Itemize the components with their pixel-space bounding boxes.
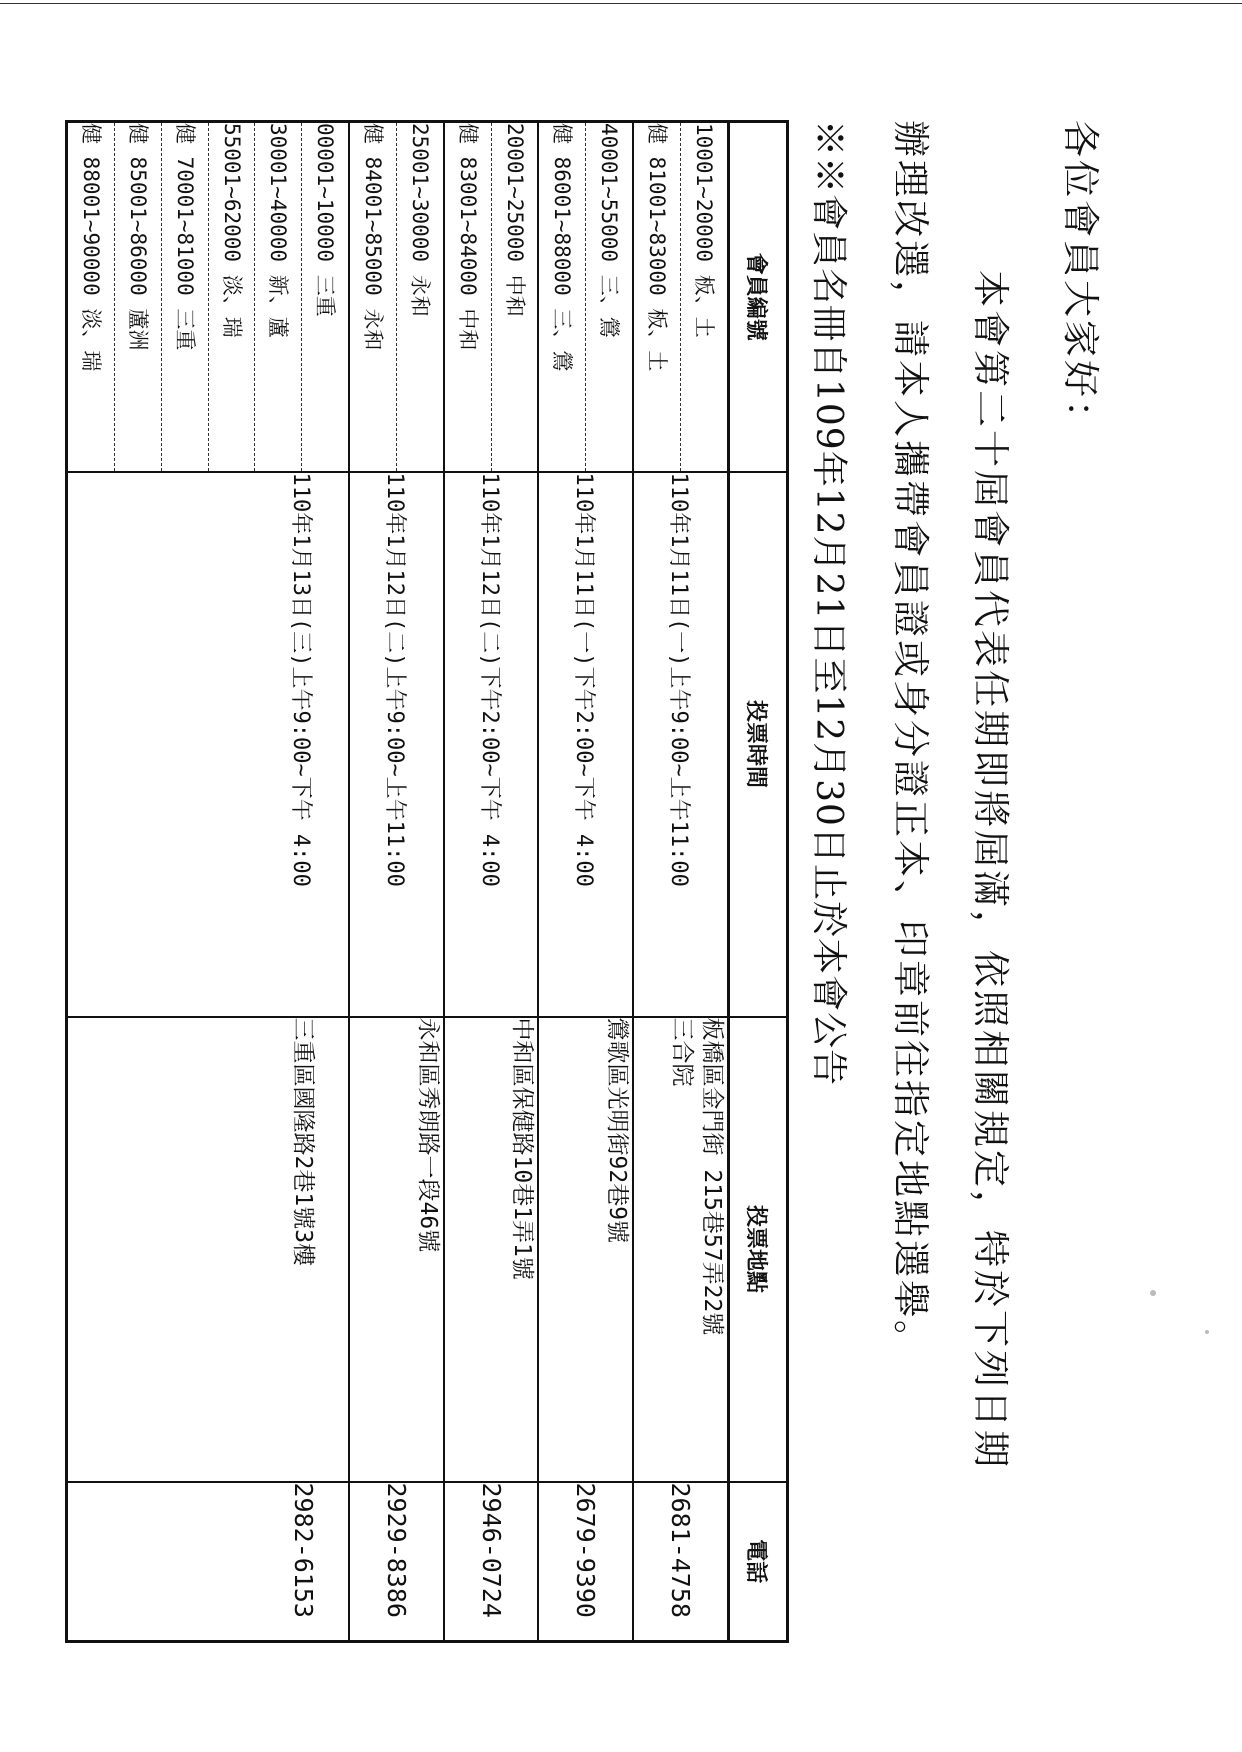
member-range: 25001~30000 永和 [396,122,443,472]
table-row [302,122,349,1642]
table-header-row [729,122,788,1642]
member-range: 健 88001~90000 淡、瑞 [67,122,115,472]
place-line-2: 三合院 [669,1017,695,1087]
member-range: 00001~10000 三重 [302,122,349,472]
vote-time: 110年1月11日(一)下午2:00~下午 4:00 [538,472,633,1017]
vote-time: 110年1月12日(二)上午9:00~上午11:00 [349,472,444,1017]
notice-heading [789,110,1119,1610]
member-range: 健 83001~84000 中和 [444,122,491,472]
paragraph-line-1: 本會第二十屆會員代表任期即將屆滿，依照相關規定，特於下列日期 [969,270,1012,1470]
member-range: 40001~55000 三、鶯 [586,122,633,472]
phone-number: 2982-6153 [67,1482,350,1642]
header-phone: 電話 [729,1482,788,1642]
table-row [681,122,729,1642]
header-time: 投票時間 [729,472,788,1017]
greeting: 各位會員大家好： [1059,120,1102,440]
member-range: 健 81001~83000 板、土 [633,122,680,472]
place-line-1: 中和區保健路10巷1弄1號 [509,1017,536,1280]
member-range: 健 86001~88000 三、鶯 [538,122,585,472]
place-line-1: 鶯歌區光明街92巷9號 [604,1017,631,1244]
roster-note: ※※會員名冊自109年12月21日至12月30日止於本會公告 [808,120,849,1086]
scan-speck [1150,1290,1156,1296]
place-line-1: 三重區國隆路2巷1號3樓 [290,1017,317,1267]
table-row [396,122,443,1642]
place-line-1: 永和區秀朗路一段46號 [414,1017,441,1253]
table-row [491,122,538,1642]
voting-schedule-table [65,120,789,1643]
scan-speck [1205,1330,1209,1334]
vote-place [67,1017,350,1482]
member-range: 30001~40000 新、蘆 [255,122,302,472]
phone-number: 2946-0724 [444,1482,539,1642]
phone-number: 2929-8386 [349,1482,444,1642]
paragraph-line-2: 辦理改選，請本人攜帶會員證或身分證正本、印章前往指定地點選舉。 [889,120,932,1360]
vote-place [444,1017,539,1482]
vote-time: 110年1月13日(三)上午9:00~下午 4:00 [67,472,350,1017]
rotated-document [59,110,1119,1710]
place-line-1: 板橋區金門街 215巷57弄22號 [699,1017,725,1336]
top-border-line [0,3,1242,4]
header-member-no: 會員編號 [729,122,788,472]
vote-place [349,1017,444,1482]
vote-place [633,1017,728,1482]
table-row [586,122,633,1642]
member-range: 20001~25000 中和 [491,122,538,472]
member-range: 健 70001~81000 三重 [161,122,208,472]
member-range: 10001~20000 板、土 [681,122,729,472]
phone-number: 2681-4758 [633,1482,728,1642]
member-range: 健 85001~86000 蘆洲 [115,122,162,472]
phone-number: 2679-9390 [538,1482,633,1642]
header-place: 投票地點 [729,1017,788,1482]
member-range: 55001~62000 淡、瑞 [208,122,255,472]
vote-time: 110年1月12日(二)下午2:00~下午 4:00 [444,472,539,1017]
member-range: 健 84001~85000 永和 [349,122,396,472]
vote-time: 110年1月11日(一)上午9:00~上午11:00 [633,472,728,1017]
vote-place [538,1017,633,1482]
